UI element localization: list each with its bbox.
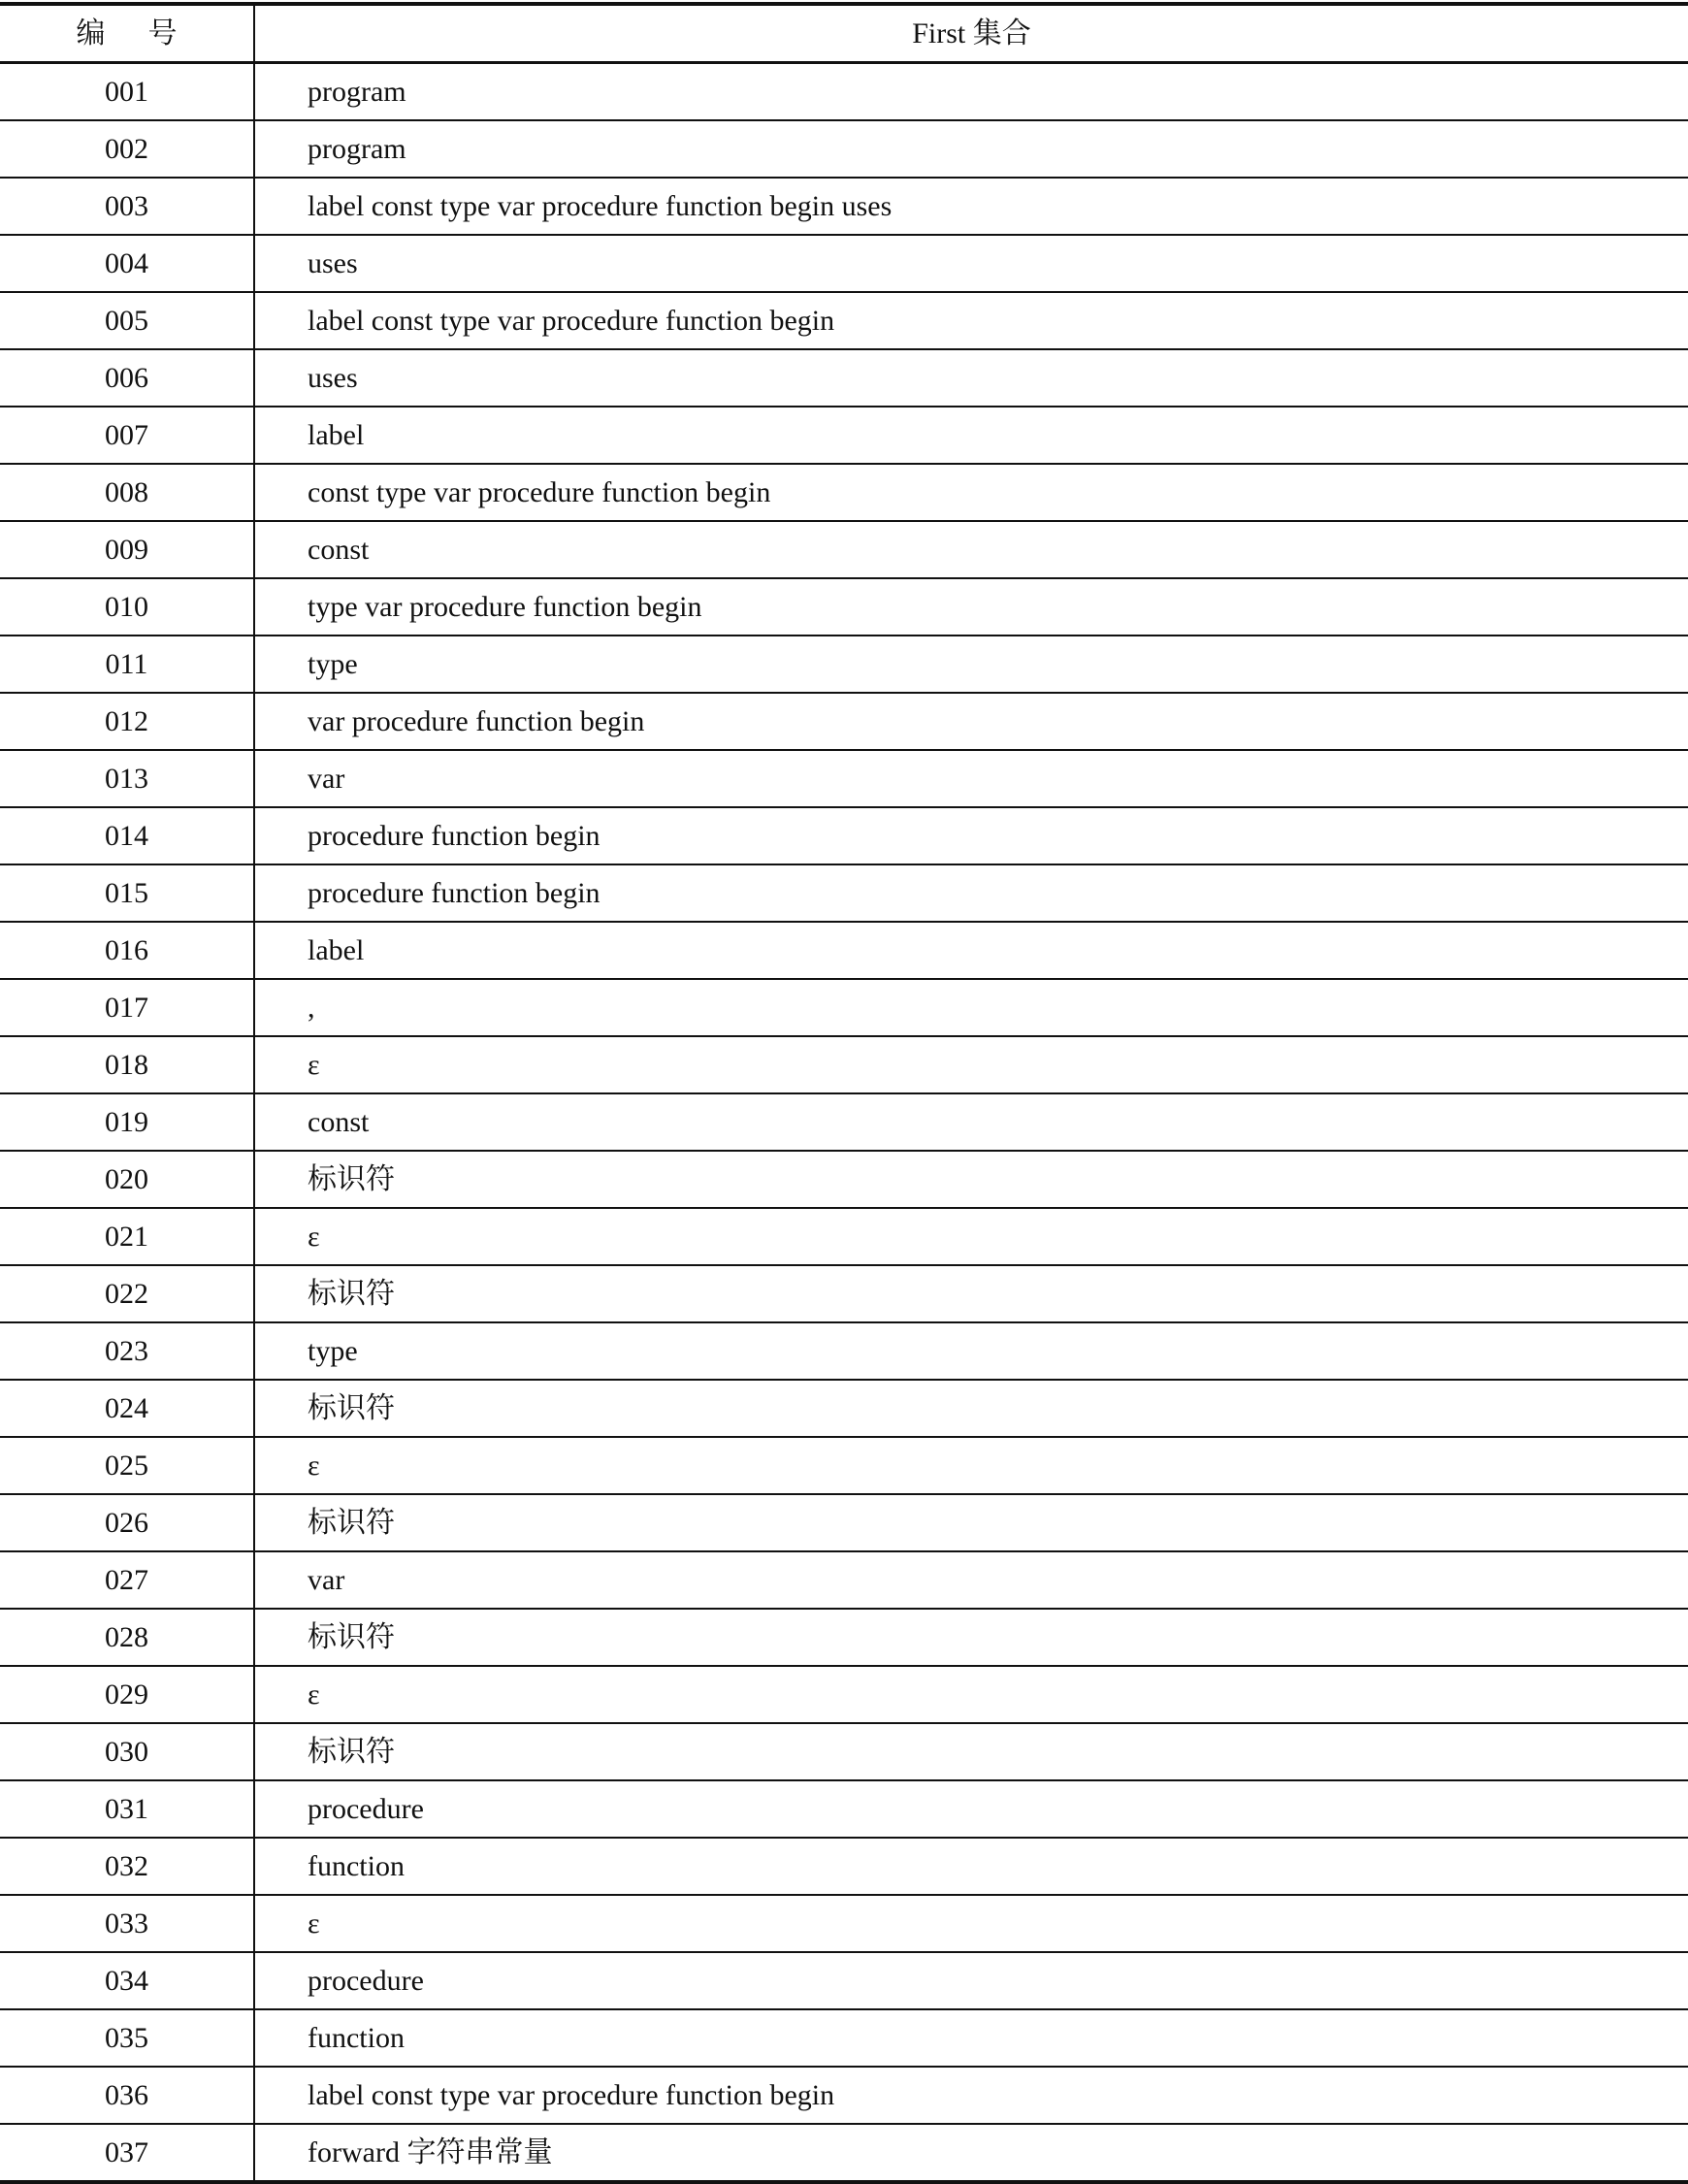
first-set-cell: ε <box>308 1907 320 1940</box>
first-set-cell: label <box>308 419 365 451</box>
table-header <box>0 4 1688 63</box>
table-row <box>0 578 1688 636</box>
row-number-cell: 013 <box>0 750 254 807</box>
row-number-cell: 020 <box>0 1151 254 1208</box>
first-set-cell: type var procedure function begin <box>308 591 702 623</box>
first-set-cell: ε <box>308 1450 320 1482</box>
first-set-cell: procedure function begin <box>308 820 601 852</box>
row-number-cell: 018 <box>0 1036 254 1093</box>
table-row <box>0 750 1688 807</box>
table-row <box>0 979 1688 1036</box>
first-set-cell: ε <box>308 1221 320 1253</box>
table-row <box>0 63 1688 121</box>
first-set-cell: ε <box>308 1049 320 1081</box>
first-set-cell: 标识符 <box>308 1163 395 1195</box>
header-row <box>0 4 1688 63</box>
table-row <box>0 1437 1688 1494</box>
row-number-cell: 006 <box>0 349 254 407</box>
first-set-cell: function <box>308 1850 405 1882</box>
first-set-cell: program <box>308 133 406 165</box>
table-row <box>0 292 1688 349</box>
row-number-cell: 015 <box>0 864 254 922</box>
row-number-cell: 027 <box>0 1551 254 1609</box>
first-set-cell: procedure <box>308 1793 424 1825</box>
row-number-cell: 008 <box>0 464 254 521</box>
table-row <box>0 1208 1688 1265</box>
table-row <box>0 864 1688 922</box>
row-number-cell: 032 <box>0 1838 254 1895</box>
table-body <box>0 63 1688 2183</box>
table-row <box>0 1151 1688 1208</box>
row-number-cell: 031 <box>0 1780 254 1838</box>
table-row <box>0 1609 1688 1666</box>
table-row <box>0 1838 1688 1895</box>
row-number-cell: 003 <box>0 178 254 235</box>
first-set-cell: 标识符 <box>308 1278 395 1310</box>
first-set-cell: procedure function begin <box>308 877 601 909</box>
header-number: 编号 <box>0 4 254 63</box>
table-row <box>0 1036 1688 1093</box>
first-set-cell: var <box>308 763 345 795</box>
first-set-cell: 标识符 <box>308 1736 395 1768</box>
table-row <box>0 693 1688 750</box>
first-set-cell: label const type var procedure function begin <box>308 2079 835 2111</box>
row-number-cell: 021 <box>0 1208 254 1265</box>
first-set-cell: forward 字符串常量 <box>308 2136 553 2168</box>
row-number-cell: 030 <box>0 1723 254 1780</box>
table-row <box>0 922 1688 979</box>
table-row <box>0 1380 1688 1437</box>
row-number-cell: 001 <box>0 63 254 121</box>
row-number-cell: 029 <box>0 1666 254 1723</box>
first-set-cell: 标识符 <box>308 1621 395 1653</box>
first-set-cell: type <box>308 648 358 680</box>
first-set-cell: const <box>308 1106 370 1138</box>
first-set-cell: label const type var procedure function begin uses <box>308 190 893 222</box>
table-row <box>0 1265 1688 1322</box>
row-number-cell: 014 <box>0 807 254 864</box>
row-number-cell: 019 <box>0 1093 254 1151</box>
table-row <box>0 1322 1688 1380</box>
row-number-cell: 033 <box>0 1895 254 1952</box>
row-number-cell: 026 <box>0 1494 254 1551</box>
first-set-cell: 标识符 <box>308 1507 395 1539</box>
row-number-cell: 009 <box>0 521 254 578</box>
row-number-cell: 016 <box>0 922 254 979</box>
header-first-set: First 集合 <box>912 17 1031 49</box>
row-number-cell: 002 <box>0 120 254 178</box>
table-row <box>0 464 1688 521</box>
row-number-cell: 017 <box>0 979 254 1036</box>
table-row <box>0 1895 1688 1952</box>
row-number-cell: 025 <box>0 1437 254 1494</box>
table-row <box>0 521 1688 578</box>
table-row <box>0 1494 1688 1551</box>
row-number-cell: 028 <box>0 1609 254 1666</box>
row-number-cell: 007 <box>0 407 254 464</box>
row-number-cell: 012 <box>0 693 254 750</box>
row-number-cell: 035 <box>0 2009 254 2067</box>
table-row <box>0 2009 1688 2067</box>
table-row <box>0 1780 1688 1838</box>
first-set-cell: var <box>308 1564 345 1596</box>
table-row <box>0 1666 1688 1723</box>
row-number-cell: 011 <box>0 636 254 693</box>
first-set-cell: var procedure function begin <box>308 705 645 737</box>
table-row <box>0 2124 1688 2182</box>
first-set-cell: uses <box>308 362 358 394</box>
first-set-cell: const <box>308 534 370 566</box>
table-row <box>0 2067 1688 2124</box>
table-row <box>0 1952 1688 2009</box>
row-number-cell: 004 <box>0 235 254 292</box>
row-number-cell: 023 <box>0 1322 254 1380</box>
row-number-cell: 022 <box>0 1265 254 1322</box>
row-number-cell: 036 <box>0 2067 254 2124</box>
row-number-cell: 005 <box>0 292 254 349</box>
table-row <box>0 1551 1688 1609</box>
first-set-cell: const type var procedure function begin <box>308 476 771 508</box>
table-row <box>0 349 1688 407</box>
table-row <box>0 1723 1688 1780</box>
first-set-cell: type <box>308 1335 358 1367</box>
table-row <box>0 1093 1688 1151</box>
first-set-table-container <box>0 2 1688 2184</box>
first-set-cell: 标识符 <box>308 1392 395 1424</box>
row-number-cell: 034 <box>0 1952 254 2009</box>
first-set-cell: uses <box>308 247 358 279</box>
table-row <box>0 178 1688 235</box>
first-set-cell: program <box>308 76 406 108</box>
first-set-cell: ε <box>308 1679 320 1711</box>
row-number-cell: 024 <box>0 1380 254 1437</box>
table-row <box>0 807 1688 864</box>
row-number-cell: 010 <box>0 578 254 636</box>
first-set-cell: , <box>308 992 315 1024</box>
table-row <box>0 636 1688 693</box>
table-row <box>0 120 1688 178</box>
first-set-cell: function <box>308 2022 405 2054</box>
first-set-cell: label const type var procedure function begin <box>308 305 835 337</box>
row-number-cell: 037 <box>0 2124 254 2182</box>
first-set-table <box>0 2 1688 2184</box>
table-row <box>0 235 1688 292</box>
table-row <box>0 407 1688 464</box>
first-set-cell: procedure <box>308 1965 424 1997</box>
first-set-cell: label <box>308 934 365 966</box>
